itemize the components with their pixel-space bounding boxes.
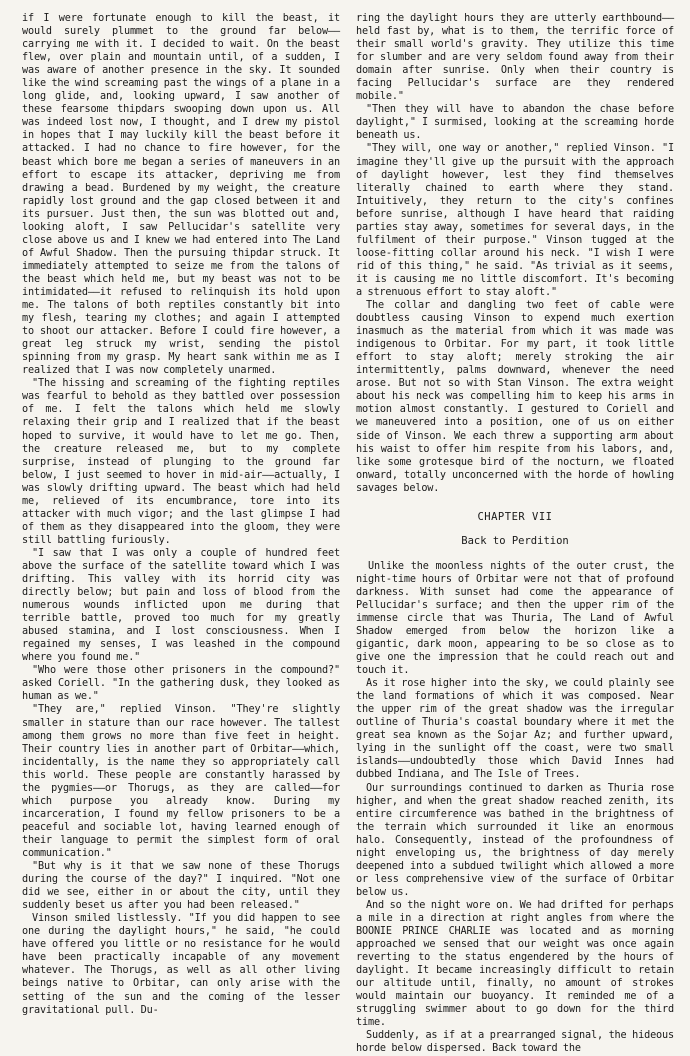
paragraph: The collar and dangling two feet of cable were doubtless causing Vinson to expend much exertion inasmuch as the material from which it was made was indigenous to Orbitar. For my part, it took little effort to stay aloft; merely stroking the air intermittently, palms downward, whenever the need arose. But not so with Stan Vinson. The extra weight about his neck was compelling him to keep his arms in motion almost constantly. I gestured to Coriell and we maneuvered into a position, one of us on either side of Vinson. We each threw a supporting arm about his waist to offer him respite from his labors, and, like some grotesque bird of the nocturn, we floated onward, totally unconcerned with the horde of howling savages below.: [356, 300, 674, 494]
paragraph: And so the night wore on. We had drifted for perhaps a mile in a direction at right angles from where the BOONIE PRINCE CHARLIE was located and as morning approached we sensed that our weight was once again reverting to the status engendered by the hours of daylight. It became increasingly difficult to retain our altitude until, finally, no amount of strokes would maintain our buoyancy. It reminded me of a struggling swimmer about to go down for the third time.: [356, 899, 674, 1029]
two-column-layout: [22, 12, 674, 1055]
paragraph: "They are," replied Vinson. "They're slightly smaller in stature than our race however. The tallest among them grows no more than five feet in height. Their country lies in another part of Orbitar——which, incidentally, is the name they so appropriately call this world. These people are constantly harassed by the pygmies——or Thorugs, as they are called——for which purpose you already know. During my incarceration, I found my fellow prisoners to be a peaceful and sociable lot, having learned enough of their language to permit the simplest form of oral communication.": [22, 704, 340, 859]
paragraph: "Then they will have to abandon the chase before daylight," I surmised, looking at the screaming horde beneath us.: [356, 104, 674, 142]
paragraph: "But why is it that we saw none of these Thorugs during the course of the day?" I inquired. "Not one did we see, either in or about the city, until they suddenly beset us after you had been released.": [22, 861, 340, 912]
paragraph: "They will, one way or another," replied Vinson. "I imagine they'll give up the pursuit with the approach of daylight however, lest they find themselves literally chained to earth where they stand. Intuitively, they return to the city's confines before sunrise, although I have heard that raiding parties stay away, sometimes for several days, in the fulfilment of their purpose." Vinson tugged at the loose-fitting collar around his neck. "I wish I were rid of this thing," he said. "As trivial as it seems, it is causing me no little discomfort. It's becoming a strenuous effort to stay aloft.": [356, 143, 674, 298]
paragraph: "The hissing and screaming of the fighting reptiles was fearful to behold as they battled over possession of me. I felt the talons which held me slowly relaxing their grip and I realized that if the beast hoped to survive, it would have to let me go. Then, the creature released me, but to my complete surprise, instead of plunging to the ground far below, I just seemed to hover in mid-air——actually, I was slowly drifting upward. The beast which had held me, relieved of its encumbrance, tore into its attacker with much vigor; and the last glimpse I had of them as they disappeared into the gloom, they were still battling furiously.: [22, 378, 340, 546]
right-column: [356, 12, 674, 1055]
chapter-heading: CHAPTER VII: [477, 510, 553, 523]
paragraph: Unlike the moonless nights of the outer crust, the night-time hours of Orbitar were not that of profound darkness. With sunset had come the appearance of Pellucidar's surface; and then the upper rim of the immense circle that was Thuria, The Land of Awful Shadow emerged from below the horizon like a gigantic, dark moon, appearing to be so close as to give one the impression that he could reach out and touch it.: [356, 560, 674, 677]
paragraph: As it rose higher into the sky, we could plainly see the land formations of which it was composed. Near the upper rim of the great shadow was the irregular outline of Thuria's coastal boundary where it met the great sea known as the Sojar Az; and further upward, lying in the sunlight off the coast, were two small islands——undoubtedly those which David Innes had dubbed Indiana, and The Isle of Trees.: [356, 678, 674, 781]
left-column: [22, 12, 340, 1016]
paragraph: ring the daylight hours they are utterly earthbound——held fast by, what is to them, the terrific force of their small world's gravity. They utilize this time for slumber and are very seldom found away from their domain after sunrise. Only when their country is facing Pellucidar's surface are they rendered mobile.": [356, 13, 674, 103]
paragraph: Our surroundings continued to darken as Thuria rose higher, and when the great shadow reached zenith, its entire circumference was bathed in the brightness of the terrain which surrounded it like an enormous halo. Consequently, instead of the profoundness of night enveloping us, the brightness of day merely deepened into a subdued twilight which allowed a more or less comprehensive view of the surface of Orbitar below us.: [356, 782, 674, 898]
chapter-title: Back to Perdition: [461, 534, 569, 547]
paragraph: Suddenly, as if at a prearranged signal, the hideous horde below dispersed. Back toward the: [356, 1030, 674, 1055]
paragraph: if I were fortunate enough to kill the beast, it would surely plummet to the ground far below——carrying me with it. I decided to wait. On the beast flew, over plain and mountain until, of a sudden, I was aware of another presence in the sky. It sounded like the wind screaming past the wings of a plane in a long glide, and, looking upward, I saw another of these fearsome thipdars swooping down upon us. All was indeed lost now, I thought, and I drew my pistol in hopes that I may luckily kill the beast before it attacked. I had no chance to fire however, for the beast which bore me began a series of maneuvers in an effort to escape its attacker, depriving me from drawing a bead. Burdened by my weight, the creature rapidly lost ground and the gap closed between it and its pursuer. Just then, the sun was blotted out and, looking aloft, I saw Pellucidar's satellite very close above us and I knew we had entered into The Land of Awful Shadow. Then the pursuing thipdar struck. It immediately attempted to seize me from the talons of the beast which held me, but my beast was not to be intimidated——it refused to relinquish its hold upon me. The talons of both reptiles constantly bit into my flesh, tearing my clothes; and again I attempted to shoot our attacker. Before I could fire however, a great leg struck my wrist, sending the pistol spinning from my grasp. My heart sank within me as I realized that I was now completely unarmed.: [22, 13, 340, 377]
paragraph: "I saw that I was only a couple of hundred feet above the surface of the satellite toward which I was drifting. This valley with its horrid city was directly below; but pain and loss of blood from the numerous wounds inflicted upon me during that terrible battle, proved too much for my greatly abused stamina, and I lost consciousness. When I regained my senses, I was leashed in the compound where you found me.": [22, 547, 340, 664]
paragraph: "Who were those other prisoners in the compound?" asked Coriell. "In the gathering dusk, they looked as human as we.": [22, 665, 340, 703]
paragraph: Vinson smiled listlessly. "If you did happen to see one during the daylight hours," he said, "he could have offered you little or no resistance for he would have been practically incapable of any movement whatever. The Thorugs, as well as all other living beings native to Orbitar, can only arise with the setting of the sun and the coming of the lesser gravitational pull. Du-: [22, 913, 340, 1016]
